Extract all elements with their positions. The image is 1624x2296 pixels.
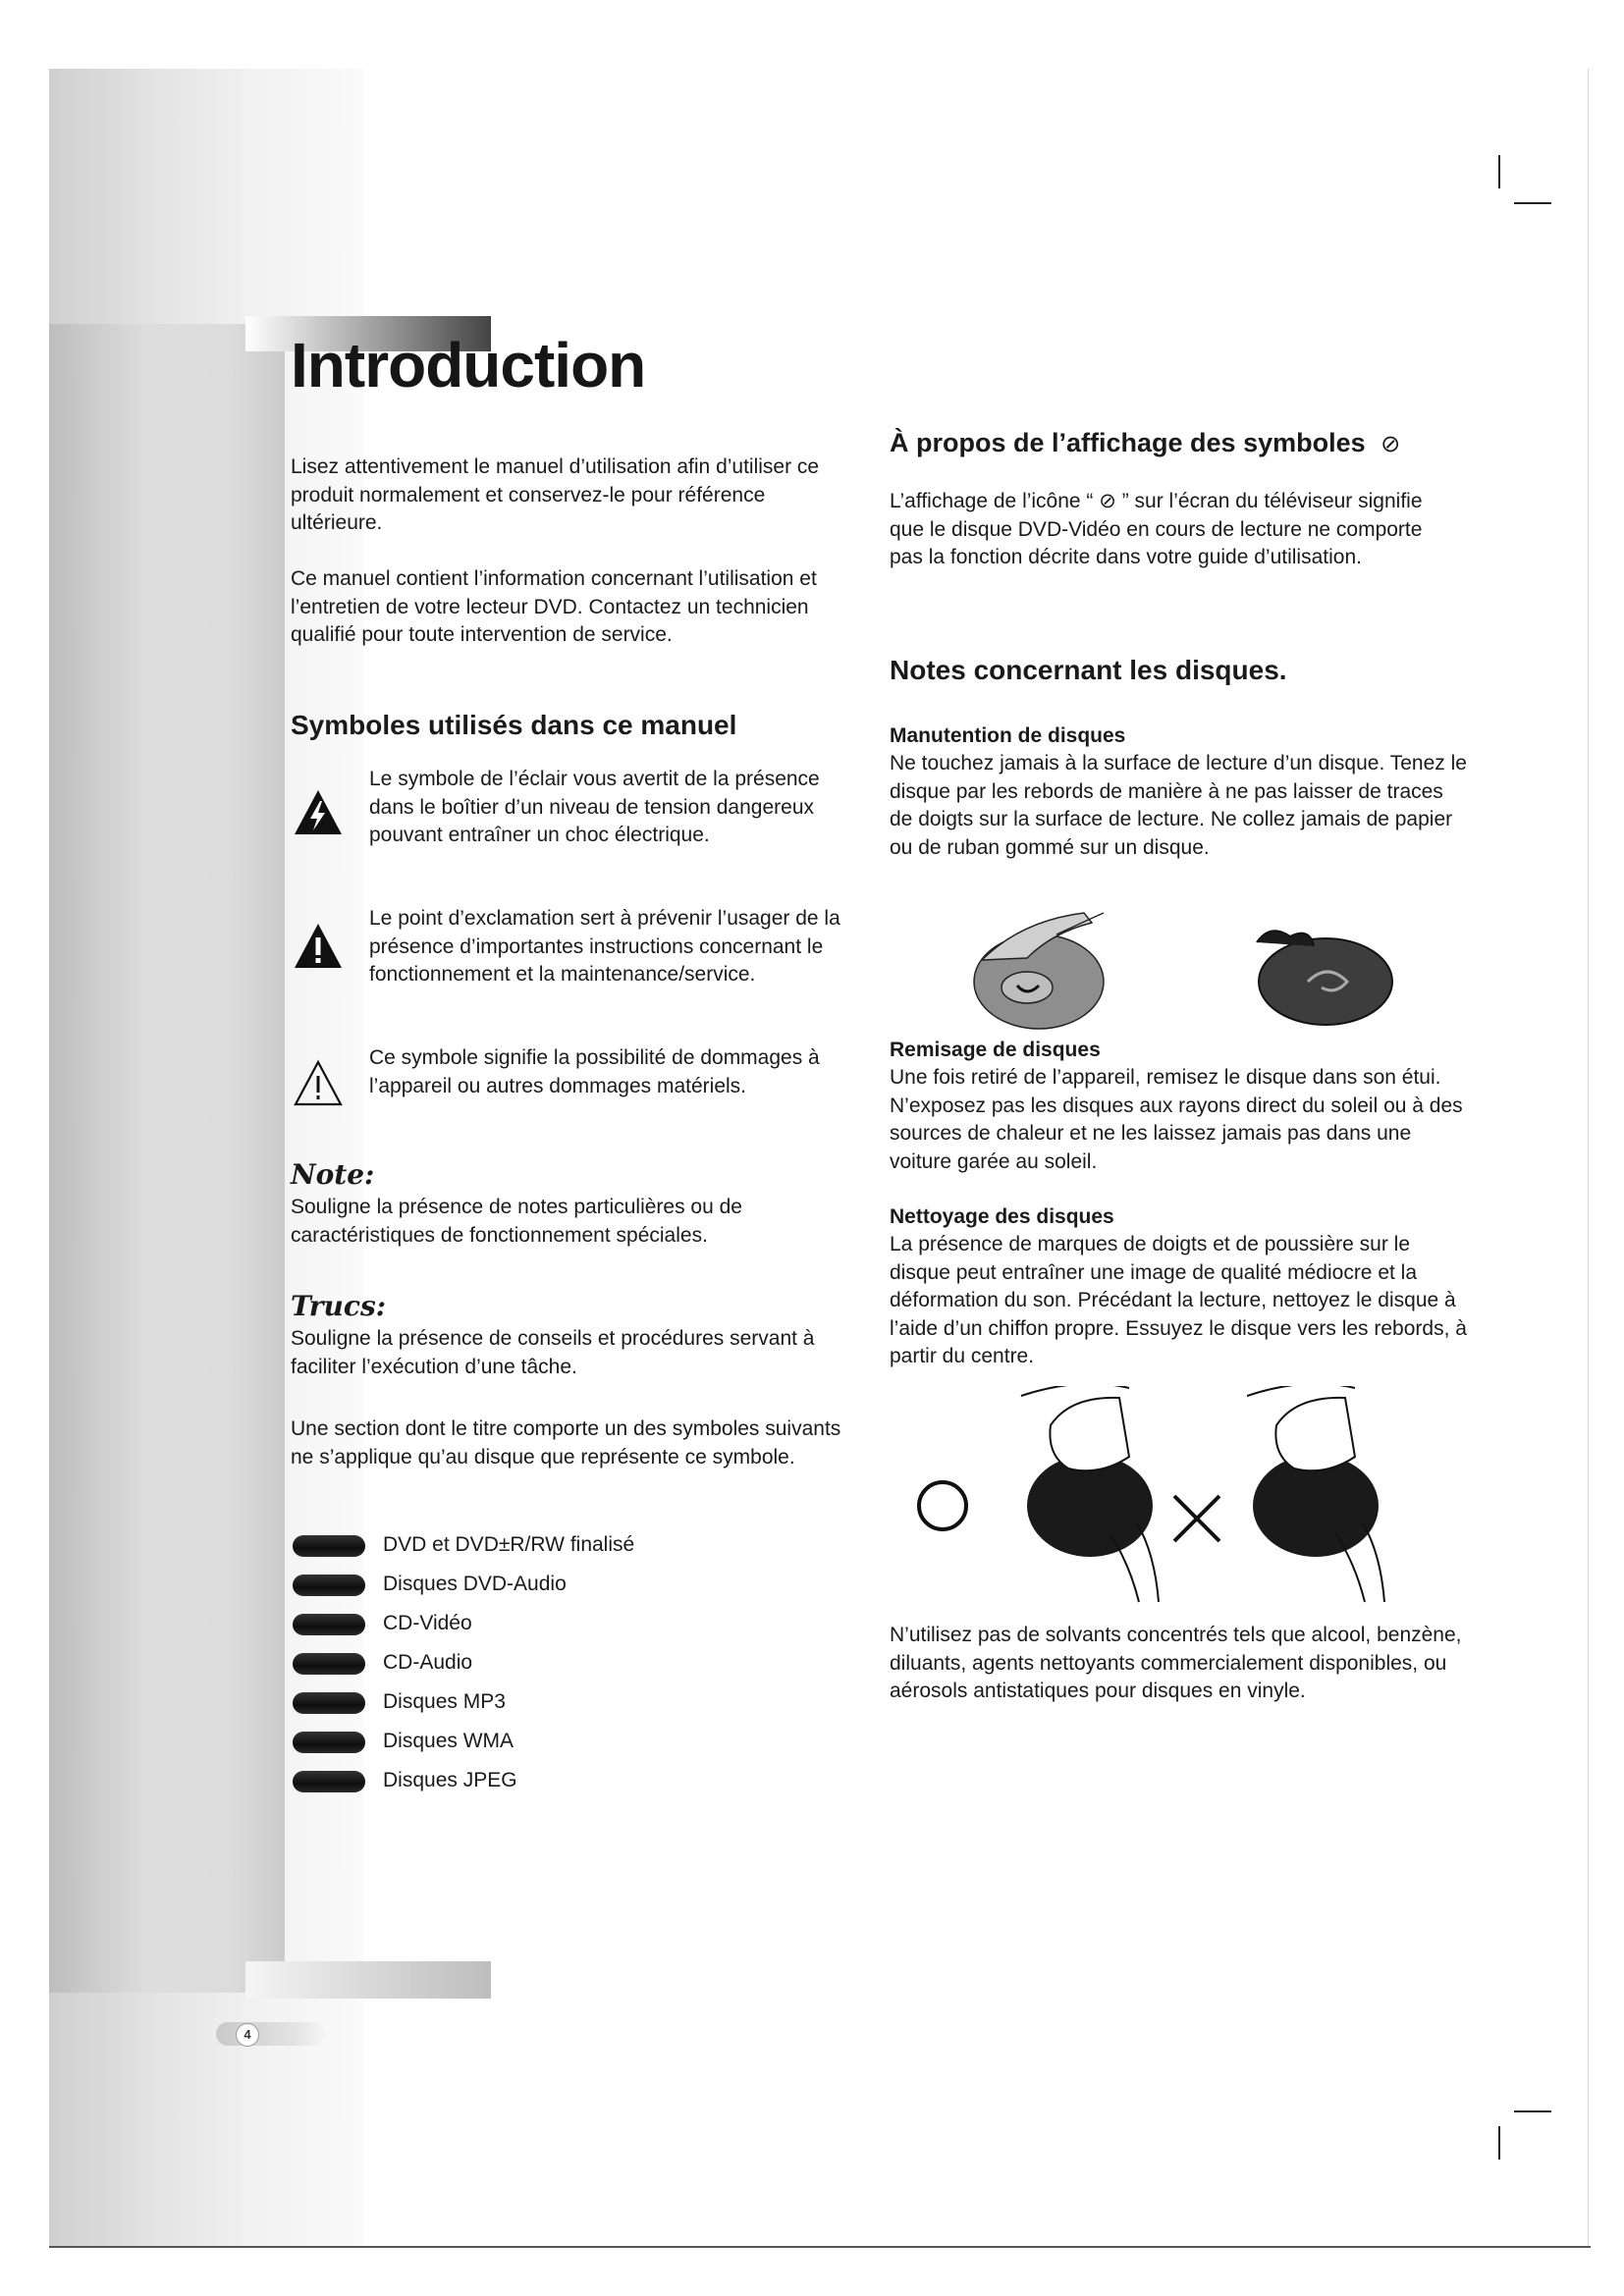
symbol-row-caution (291, 1044, 850, 1133)
note-heading: Note: (291, 1158, 375, 1191)
disc-type-label: Disques JPEG (383, 1769, 517, 1791)
tips-text: Souligne la présence de conseils et procédures servant à faciliter l’exécution d’une tâche. (291, 1327, 815, 1378)
disc-type-label: CD-Vidéo (383, 1612, 472, 1634)
disc-type-label: DVD et DVD±R/RW finalisé (383, 1533, 635, 1556)
incorrect-direction-icon (1174, 1496, 1219, 1541)
cleaning-text: La présence de marques de doigts et de poussière sur le disque peut entraîner une image de qualité médiocre et la déformation du son. Précédant la lecture, nettoyez le disque à l’aide d’un chiffon propre. Essuyez le disque vers les rebords, à partir du centre. (890, 1233, 1467, 1367)
disc-type-item (291, 1649, 782, 1688)
bottom-rule (49, 2246, 1591, 2248)
disc-type-list (291, 1531, 782, 1806)
disc-type-item (291, 1767, 782, 1806)
page-title: Introduction (291, 330, 646, 400)
symbols-heading: Symboles utilisés dans ce manuel (291, 710, 737, 740)
disc-type-badge (293, 1653, 365, 1675)
disc-type-item (291, 1531, 782, 1571)
symbol-display-heading (890, 428, 1400, 458)
crop-mark-top-horizontal (1514, 202, 1551, 204)
prohibited-icon: ⊘ (1380, 430, 1401, 457)
handling-heading: Manutention de disques (890, 724, 1126, 747)
bottom-accent-bar (245, 1961, 491, 1999)
symbol-row-exclamation (291, 905, 850, 1013)
intro-paragraph-1: Lisez attentivement le manuel d’utilisation afin d’utiliser ce produit normalement et conservez-le pour référence ultérieure. (291, 455, 820, 534)
storage-text: Une fois retiré de l’appareil, remisez le disque dans son étui. N’exposez pas les disques aux rayons direct du soleil ou à des sources de chaleur et ne les laissez jamais pas dans une voiture garée au soleil. (890, 1066, 1463, 1173)
solvent-warning-text: N’utilisez pas de solvants concentrés tels que alcool, benzène, diluants, agents nettoyants commercialement disponibles, ou aérosols antistatiques pour disques en vinyle. (890, 1624, 1462, 1702)
disc-type-badge (293, 1771, 365, 1792)
disc-type-badge (293, 1614, 365, 1635)
disc-type-item (291, 1728, 782, 1767)
page-number-tab (216, 2022, 324, 2046)
disc-type-label: Disques MP3 (383, 1690, 506, 1713)
disc-cleaning-illustration (903, 1386, 1414, 1612)
crop-mark-top-vertical (1498, 155, 1500, 188)
disc-handling-illustration (962, 901, 1414, 1048)
disc-type-label: CD-Audio (383, 1651, 473, 1674)
disc-type-label: Disques WMA (383, 1730, 514, 1752)
symbol-text-exclamation: Le point d’exclamation sert à prévenir l’usager de la présence d’importantes instructions concernant le fonctionnement et la maintenance/service. (369, 907, 840, 986)
left-band-shadow (147, 324, 285, 1993)
disc-type-badge (293, 1535, 365, 1557)
disc-type-item (291, 1688, 782, 1728)
crop-mark-bottom-horizontal (1514, 2110, 1551, 2112)
intro-paragraph-2: Ce manuel contient l’information concernant l’utilisation et l’entretien de votre lecteur DVD. Contactez un technicien qualifié pour toute intervention de service. (291, 567, 817, 646)
disc-type-badge (293, 1732, 365, 1753)
disc-type-item (291, 1610, 782, 1649)
exclamation-warning-icon (293, 921, 344, 972)
symbol-text-lightning: Le symbole de l’éclair vous avertit de la présence dans le boîtier d’un niveau de tension dangereux pouvant entraîner un choc électrique. (369, 768, 820, 846)
disc-type-item (291, 1571, 782, 1610)
page-number: 4 (236, 2023, 259, 2047)
symbol-text-caution: Ce symbole signifie la possibilité de dommages à l’appareil ou autres dommages matériels. (369, 1046, 820, 1097)
crop-mark-bottom-vertical (1498, 2126, 1500, 2160)
storage-heading: Remisage de disques (890, 1039, 1101, 1061)
disc-type-badge (293, 1692, 365, 1714)
handling-text: Ne touchez jamais à la surface de lecture d’un disque. Tenez le disque par les rebords de manière à ne pas laisser de traces de doigts sur la surface de lecture. Ne collez jamais de papier ou de ruban gommé sur un disque. (890, 752, 1467, 859)
disc-type-label: Disques DVD-Audio (383, 1573, 567, 1595)
right-edge-rule (1588, 69, 1589, 2248)
tips-heading: Trucs: (291, 1290, 387, 1322)
symbol-row-lightning (291, 766, 850, 874)
cleaning-heading: Nettoyage des disques (890, 1205, 1114, 1228)
note-text: Souligne la présence de notes particulières ou de caractéristiques de fonctionnement spéciales. (291, 1196, 742, 1247)
section-note-text: Une section dont le titre comporte un des symboles suivants ne s’applique qu’au disque que représente ce symbole. (291, 1417, 841, 1468)
correct-direction-icon (919, 1482, 966, 1529)
symbol-display-text: L’affichage de l’icône “ ⊘ ” sur l’écran du téléviseur signifie que le disque DVD-Vidéo en cours de lecture ne comporte pas la fonction décrite dans votre guide d’utilisation. (890, 490, 1423, 568)
caution-outline-icon (293, 1058, 344, 1109)
disc-type-badge (293, 1575, 365, 1596)
symbol-display-heading-text: À propos de l’affichage des symboles (890, 428, 1366, 457)
disc-notes-heading: Notes concernant les disques. (890, 655, 1287, 685)
lightning-warning-icon (293, 787, 344, 838)
